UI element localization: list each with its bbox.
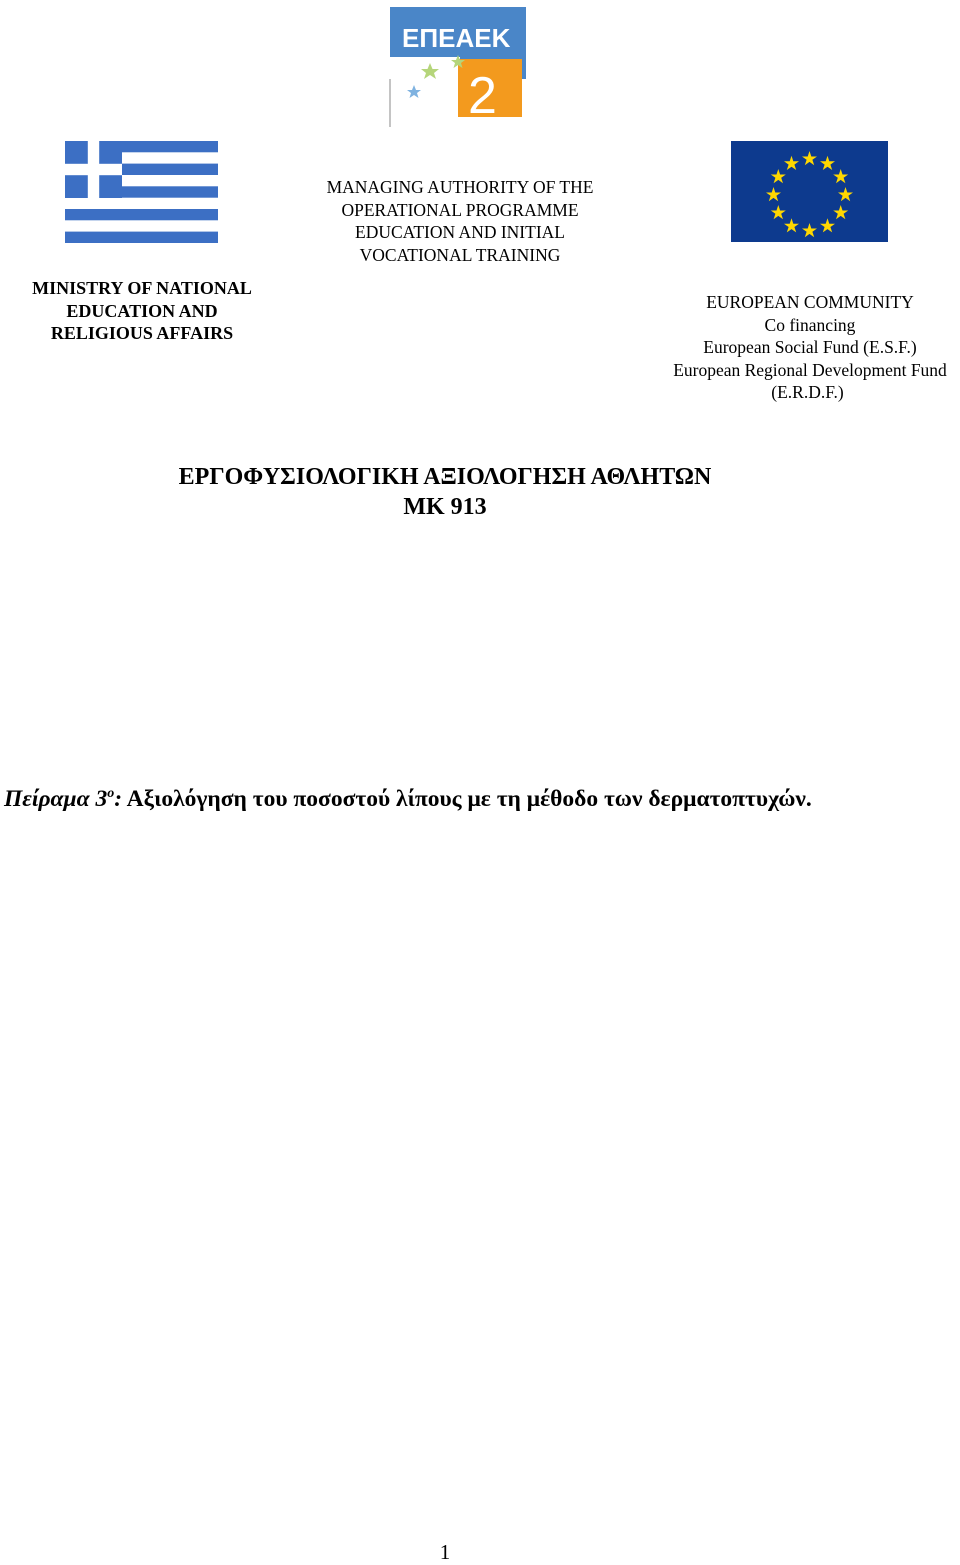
ministry-line: RELIGIOUS AFFAIRS xyxy=(50,323,234,343)
experiment-label: Πείραμα 3 xyxy=(4,786,108,812)
ministry-line: EDUCATION AND xyxy=(66,300,218,321)
managing-authority-line: VOCATIONAL TRAINING xyxy=(359,244,561,265)
epeaek-logo-text: ΕΠΕΑΕΚ xyxy=(402,23,511,53)
page-number: 1 xyxy=(439,1540,451,1564)
european-line: EUROPEAN COMMUNITY xyxy=(706,292,914,312)
managing-authority-block xyxy=(290,176,630,266)
greek-flag xyxy=(65,141,218,243)
epeaek-logo xyxy=(388,7,528,127)
title-line-1: ΕΡΓΟΦΥΣΙΟΛΟΓΙΚΗ ΑΞΙΟΛΟΓΗΣΗ ΑΘΛΗΤΩΝ xyxy=(178,464,712,490)
experiment-colon: : xyxy=(114,786,123,812)
european-line: European Regional Development Fund xyxy=(673,359,947,380)
european-line: (E.R.D.F.) xyxy=(771,382,844,402)
european-community-block xyxy=(640,291,960,404)
experiment-text: Αξιολόγηση του ποσοστού λίπους με τη μέθοδο των δερματοπτυχών. xyxy=(122,786,812,812)
ministry-block xyxy=(8,277,276,345)
experiment-heading xyxy=(4,784,954,814)
document-title xyxy=(0,462,890,522)
ministry-line: MINISTRY OF NATIONAL xyxy=(32,278,252,298)
managing-authority-line: OPERATIONAL PROGRAMME xyxy=(341,199,579,220)
managing-authority-line: MANAGING AUTHORITY OF THE xyxy=(326,177,594,197)
eu-flag xyxy=(731,141,888,242)
managing-authority-line: EDUCATION AND INITIAL xyxy=(355,222,565,242)
european-line: European Social Fund (E.S.F.) xyxy=(703,337,917,357)
european-line: Co financing xyxy=(764,314,856,335)
title-line-2: ΜΚ 913 xyxy=(403,494,487,520)
epeaek-logo-number: 2 xyxy=(468,67,497,125)
experiment-superscript: ο xyxy=(107,786,115,801)
